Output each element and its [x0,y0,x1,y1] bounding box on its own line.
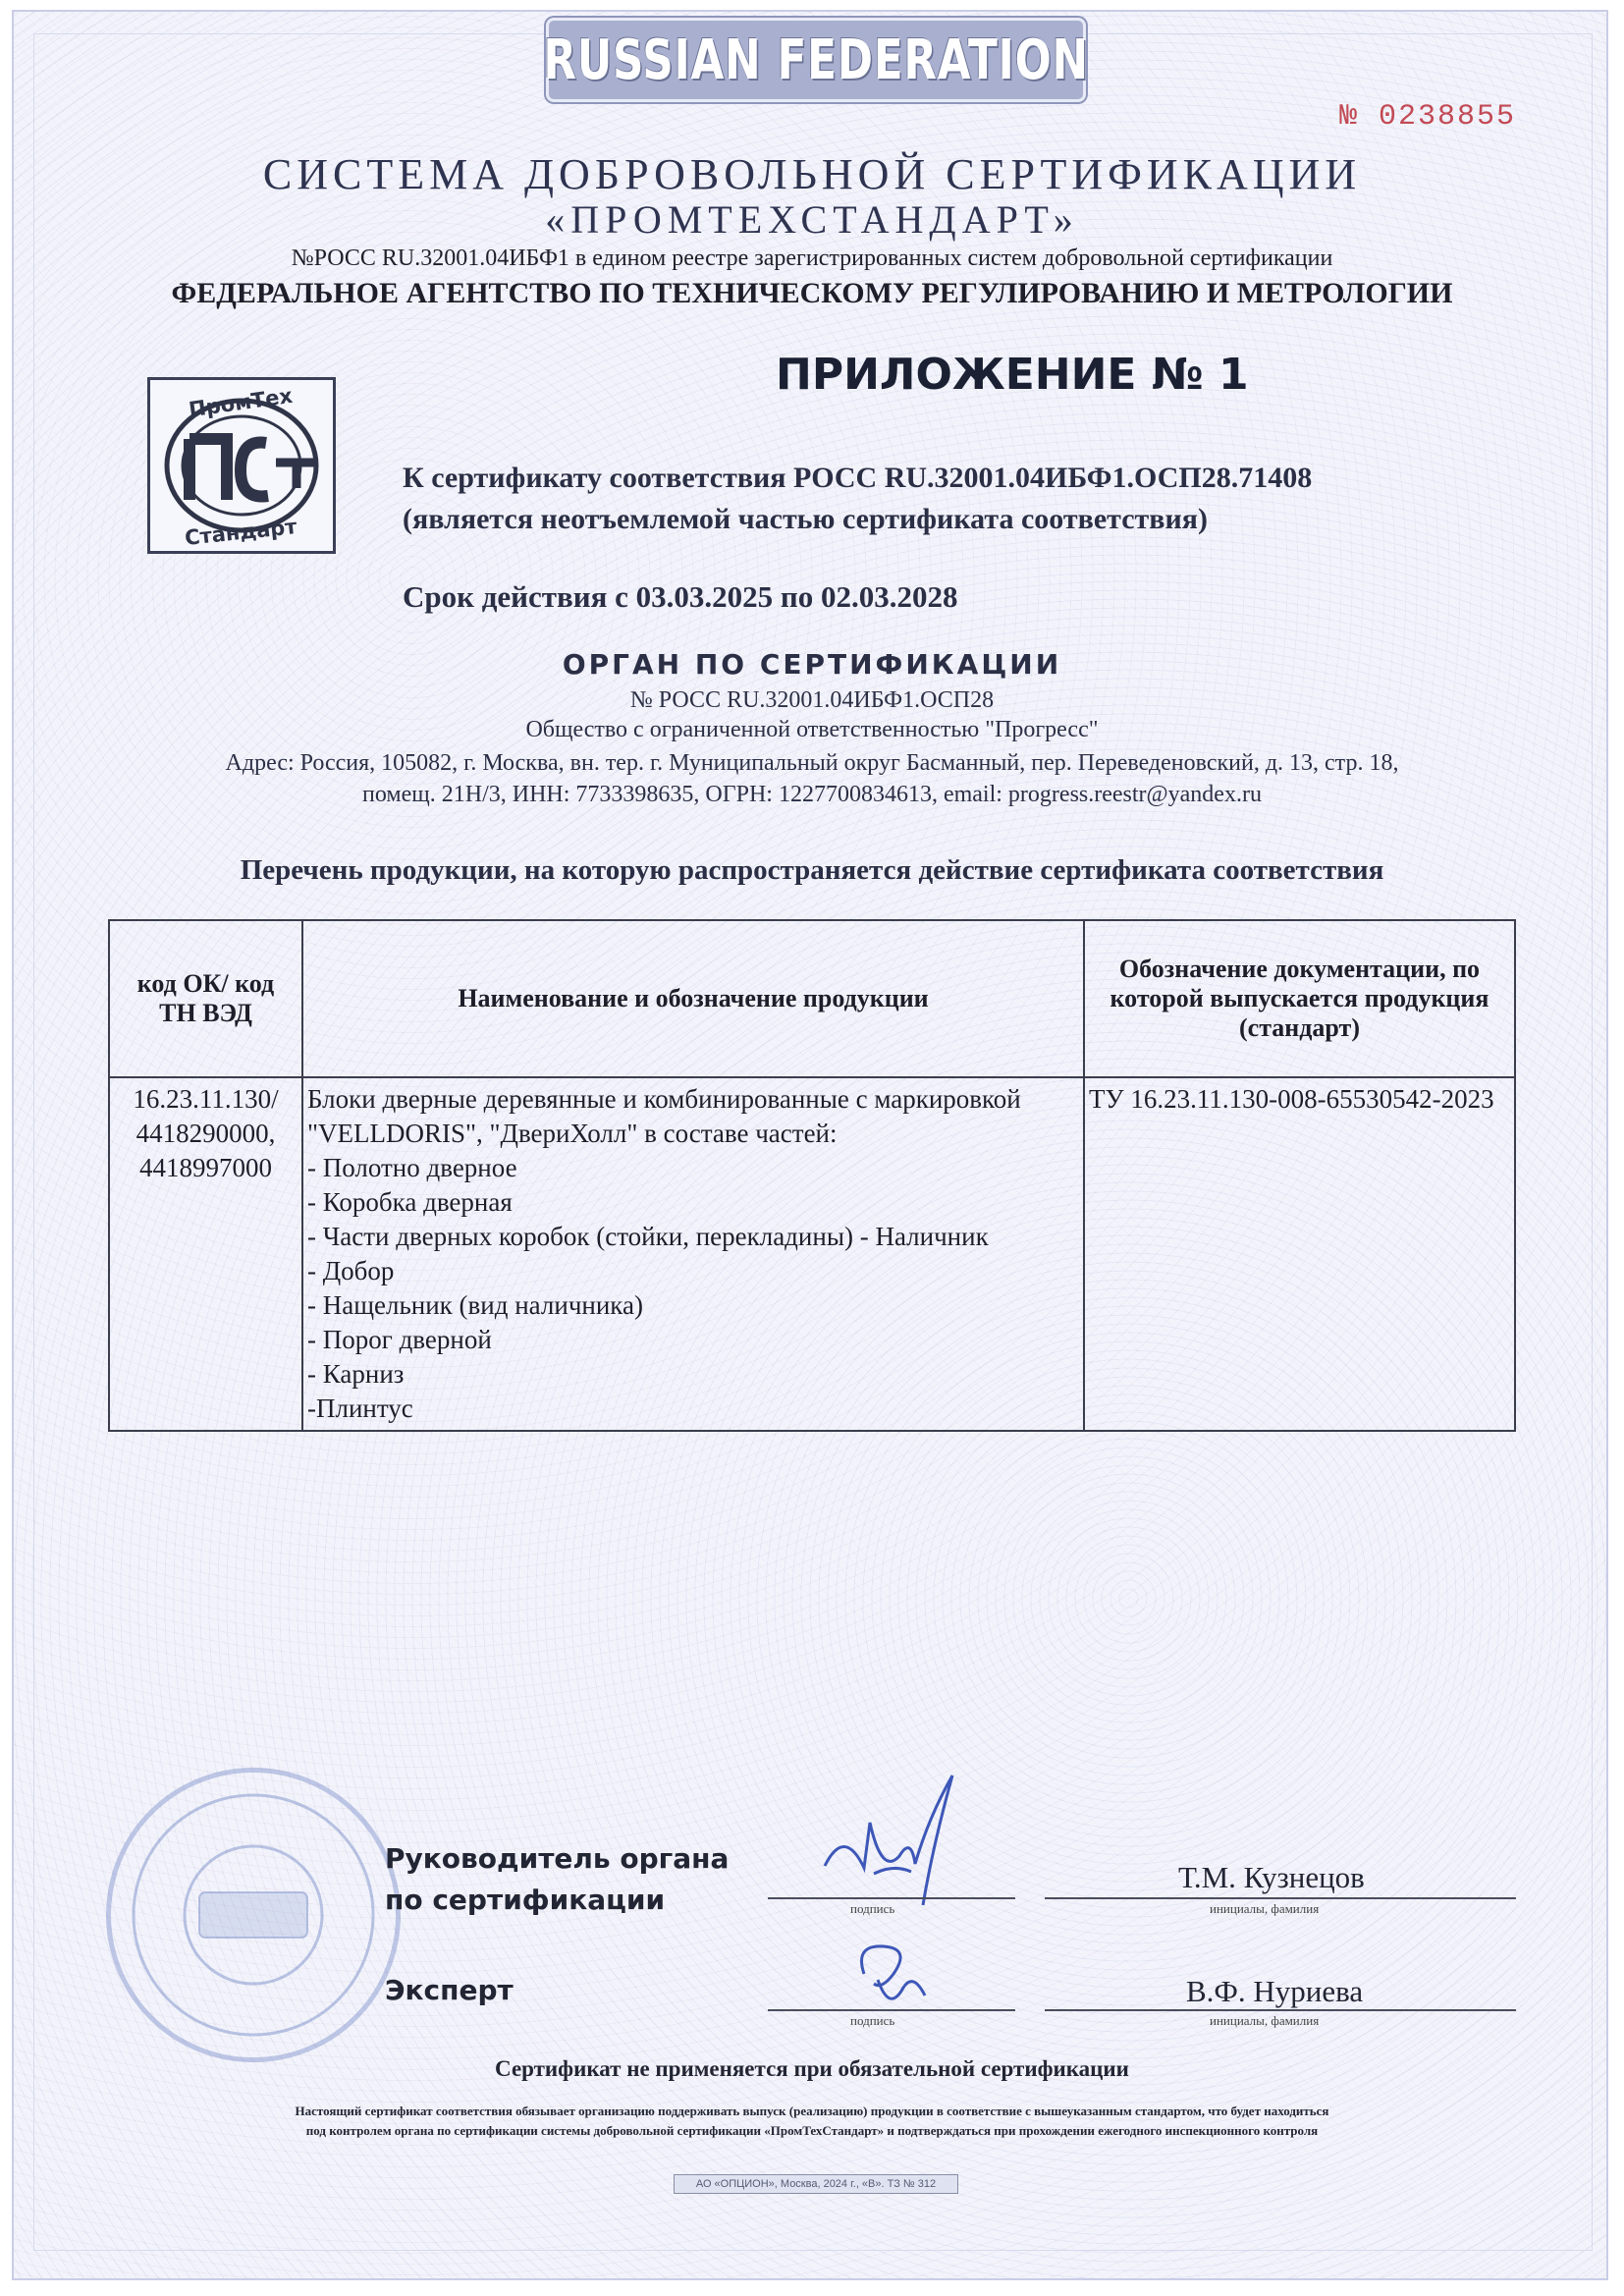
expert-name-caption: инициалы, фамилия [1210,2013,1320,2028]
agency-line: ФЕДЕРАЛЬНОЕ АГЕНТСТВО ПО ТЕХНИЧЕСКОМУ РЕГУЛИРОВАНИЮ И МЕТРОЛОГИИ [171,277,1453,309]
validity-period: Срок действия с 03.03.2025 по 02.03.2028 [403,579,958,614]
banner-text: RUSSIAN FEDERATION [543,27,1089,92]
not-mandatory-note: Сертификат не применяется при обязательной сертификации [495,2056,1129,2081]
product-part: - Карниз [307,1359,405,1389]
head-label-line2: по сертификации [385,1884,666,1916]
product-part: - Коробка дверная [307,1187,513,1217]
certificate-reference: К сертификату соответствия РОСС RU.32001.04ИБФ1.ОСП28.71408 [403,462,1313,494]
header-code: код ОК/ код ТН ВЭД [109,920,302,1077]
organ-name: Общество с ограниченной ответственностью "Прогресс" [525,717,1099,742]
organization-seal [106,1768,401,2062]
product-intro: Блоки дверные деревянные и комбинированные с маркировкой "VELLDORIS", "ДвериХолл" в составе частей: [307,1084,1021,1148]
product-part: - Порог дверной [307,1325,492,1354]
product-table [108,919,1516,1432]
organ-number: № РОСС RU.32001.04ИБФ1.ОСП28 [629,687,995,713]
cell-standard: ТУ 16.23.11.130-008-65530542-2023 [1084,1077,1515,1431]
certificate-reference-note: (является неотъемлемой частью сертификата соответствия) [403,503,1209,535]
expert-signature-caption: подпись [850,2013,895,2028]
logo-bottom-text: Стандарт [184,515,298,550]
system-name: «ПРОМТЕХСТАНДАРТ» [545,197,1079,242]
organ-title: ОРГАН ПО СЕРТИФИКАЦИИ [562,648,1062,681]
cell-code: 16.23.11.130/ 4418290000, 4418997000 [109,1077,302,1431]
serial-number: № 0238855 [1338,100,1516,134]
promtechstandart-logo [147,377,336,554]
fine-print-line2: под контролем органа по сертификации системы добровольной сертификации «ПромТехСтандарт» и подтверждаться при прохождении ежегодного инспекционного контроля [305,2123,1319,2138]
head-name: Т.М. Кузнецов [1178,1860,1365,1894]
head-signature-caption: подпись [850,1901,895,1916]
product-list-title: Перечень продукции, на которую распространяется действие сертификата соответствия [240,854,1384,886]
header-standard: Обозначение документации, по которой выпускается продукция (стандарт) [1084,920,1515,1077]
head-label-line1: Руководитель органа [385,1842,730,1875]
head-signature [805,1758,1001,1935]
expert-signature [835,1925,962,2023]
head-name-line [1045,1897,1516,1899]
appendix-title: ПРИЛОЖЕНИЕ № 1 [776,350,1249,400]
header-product-name: Наименование и обозначение продукции [302,920,1084,1077]
cell-product-name [302,1077,1084,1431]
head-name-caption: инициалы, фамилия [1210,1901,1320,1916]
logo-top-text: ПромТех [187,383,295,422]
expert-name: В.Ф. Нуриева [1186,1974,1364,2008]
table-row [109,1077,1515,1431]
fine-print-line1: Настоящий сертификат соответствия обязывает организацию поддерживать выпуск (реализацию) продукции в соответствие с вышеуказанным стандартом, что будет находиться [295,2104,1329,2118]
expert-label: Эксперт [385,1974,514,2006]
product-part: - Нащельник (вид наличника) [307,1290,643,1320]
printer-imprint: АО «ОПЦИОН», Москва, 2024 г., «В». ТЗ № 312 [674,2174,958,2194]
product-part: - Полотно дверное [307,1153,517,1182]
product-part: -Плинтус [307,1394,413,1423]
expert-name-line [1045,2009,1516,2011]
system-title: СИСТЕМА ДОБРОВОЛЬНОЙ СЕРТИФИКАЦИИ [262,150,1362,198]
expert-signature-line [768,2009,1015,2011]
product-part: - Добор [307,1256,395,1285]
organ-address-2: помещ. 21Н/3, ИНН: 7733398635, ОГРН: 1227700834613, email: progress.reestr@yandex.ru [362,782,1262,807]
product-part: - Части дверных коробок (стойки, перекладины) - Наличник [307,1222,989,1251]
logo-graphic [150,380,333,551]
head-signature-line [768,1897,1015,1899]
country-banner [543,18,1089,102]
seal-graphic [111,1773,396,2057]
table-header-row [109,920,1515,1077]
organ-address-1: Адрес: Россия, 105082, г. Москва, вн. тер. г. Муниципальный округ Басманный, пер. Переведеновский, д. 13, стр. 18, [225,750,1399,776]
registry-line: №РОСС RU.32001.04ИБФ1 в едином реестре зарегистрированных систем добровольной сертификации [291,246,1333,271]
